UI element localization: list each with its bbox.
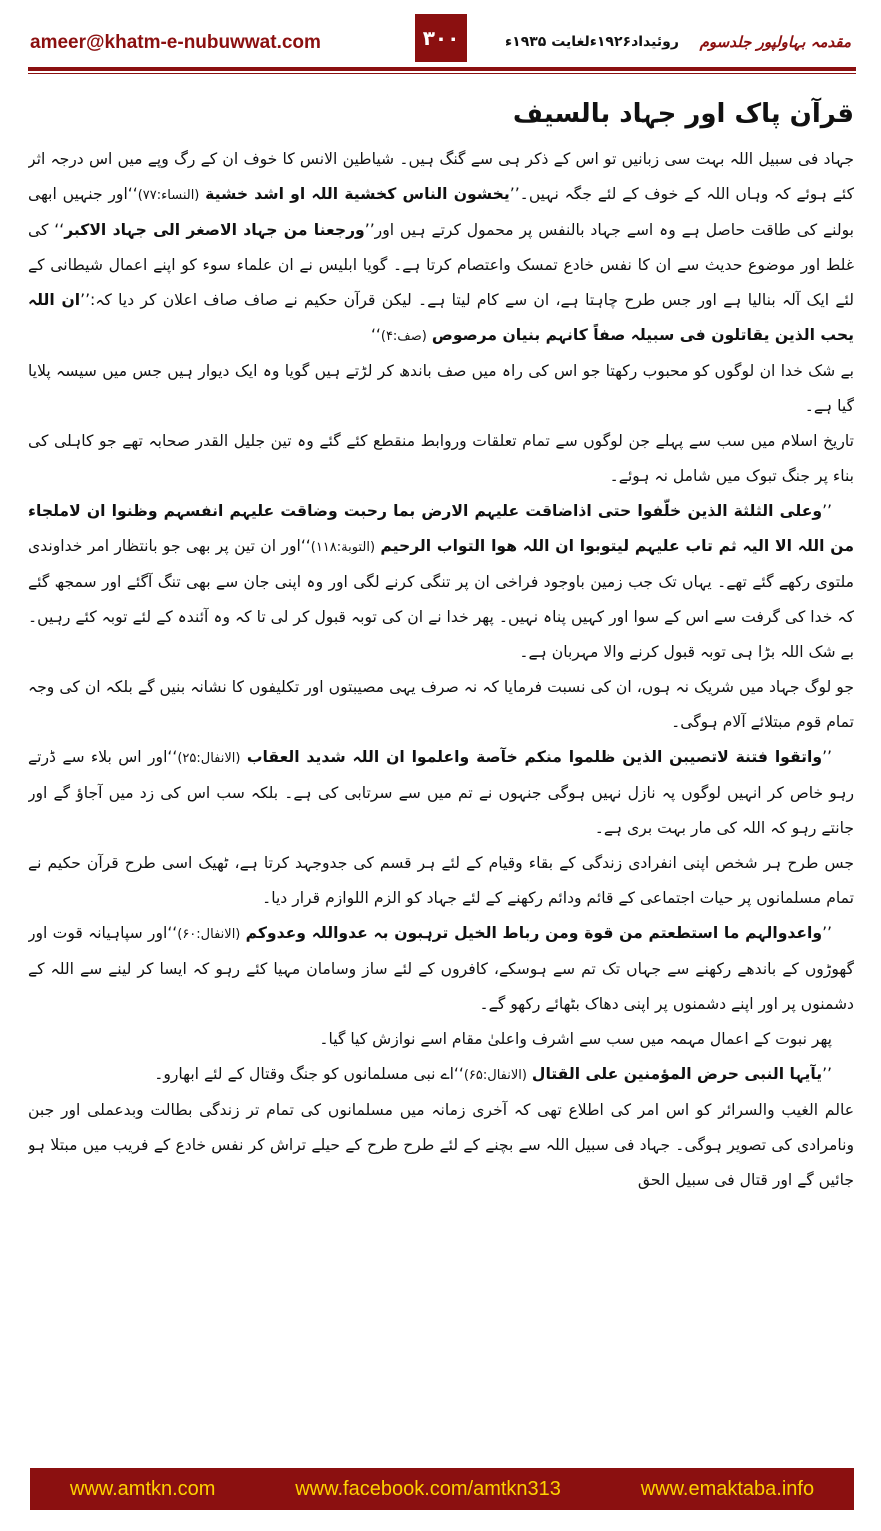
footer-link-emaktaba[interactable]: www.emaktaba.info [640,1477,815,1500]
paragraph-6-text: ‘‘اور اس بلاء سے ڈرتے رہو خاص کر انہیں لوگوں پہ نازل نہیں ہوگی جنہوں نے تم میں سے سرتابی کی ہے۔ بلکہ سب اس کی زد میں آجاؤ گے اور جانتے رہو کہ اللہ کی مار بہت بری ہے۔ [28,748,854,837]
ref-anfal-25: (الانفال:۲۵) [177,751,241,766]
paragraph-7: جس طرح ہر شخص اپنی انفرادی زندگی کے بقاء وقیام کے لئے ہر قسم کی جدوجہد کرتا ہے، ٹھیک اسی طرح قرآن حکیم نے تمام مسلمانوں پر حیات اجتماعی کے قائم ودائم رکھنے کے لئے جہاد کو الزم اللوازم قرار دیا۔ [28,854,854,907]
ref-saff: (صف:۴) [380,329,427,344]
paragraph-9: پھر نبوت کے اعمال مہمہ میں سب سے اشرف واعلیٰ مقام اسے نوازش کیا گیا۔ [319,1030,832,1048]
quran-quote-tawbah: وعلی الثلثة الذین خلّفوا حتی اذاضاقت علیہم الارض بما رحبت وضاقت علیہم انفسہم وظنوا ان لاملجاء من اللہ الا الیہ ثم تاب علیہم لیتوبوا ان اللہ ھوا التواب الرحیم [28,502,854,555]
paragraph-4 [28,494,854,670]
quran-quote-anfal-60: واعدوالہم ما استطعتم من قوة ومن رباط الخیل ترہبون بہ عدواللہ وعدوکم [245,924,823,942]
paragraph-1 [28,142,854,354]
paragraph-8 [28,916,854,1022]
page-header [0,0,881,72]
paragraph-3: تاریخ اسلام میں سب سے پہلے جن لوگوں سے تمام تعلقات وروابط منقطع کئے گئے وہ تین جلیل القدر صحابہ تھے جو کاہلی کی بناء پر جنگ تبوک میں شامل نہ ہوئے۔ [28,432,854,485]
paragraph-1-text-b: ‘‘اور جنہیں ابھی بولنے کی طاقت حاصل ہے وہ اسے جہاد بالنفس پر محمول کرتے ہیں اور’’ [28,185,854,239]
ref-tawbah: (التوبة:۱۱۸) [310,540,376,555]
paragraph-5: جو لوگ جہاد میں شریک نہ ہوں، ان کی نسبت فرمایا کہ نہ صرف یہی مصیبتوں اور تکلیفوں کا نشانہ بنیں گے بلکہ ان کی وجہ تمام قوم مبتلائے آلام ہوگی۔ [28,678,854,731]
header-email[interactable]: ameer@khatm-e-nubuwwat.com [30,32,321,53]
paragraph-1-text-d: ‘‘ [370,326,381,344]
paragraph-8-quote-mark: ’’ [822,924,833,942]
ref-anfal-60: (الانفال:۶۰) [177,927,241,942]
page-number-box [415,14,467,62]
quran-quote-saff: ان اللہ یحب الذین یقاتلون فی سبیلہ صفاً کانہم بنیان مرصوص [28,291,854,344]
quran-quote-anfal-65: یآیہا النبی حرض المؤمنین علی القتال [531,1065,823,1083]
paragraph-1-text-c: ‘‘ کی غلط اور موضوع حدیث سے ان کا نفس خادع تمسک واعتصام کرتا ہے۔ گویا ابلیس نے ان علماء سوء کو اپنے اعمال شیطانی کے لئے ایک آلہ بنالیا ہے اور جس طرح چاہتا ہے، ان سے کام لیتا ہے۔ لیکن قرآن حکیم نے صاف صاف اعلان کر دیا کہ:’’ [28,221,854,309]
quran-quote-nisa: یخشون الناس کخشیة اللہ او اشد خشیة [205,185,510,203]
ref-nisa: (النساء:۷۷) [137,188,200,203]
footer-link-facebook[interactable]: www.facebook.com/amtkn313 [295,1477,561,1500]
header-rule-thin [28,73,856,74]
section-heading: قرآن پاک اور جہاد بالسیف [512,99,854,129]
paragraph-4-quote-mark: ’’ [822,502,832,520]
hadith-quote: ورجعنا من جہاد الاصغر الی جہاد الاکبر [64,221,365,239]
quran-quote-anfal-25: واتقوا فتنة لاتصیبن الذین ظلموا منکم خآصة واعلموا ان اللہ شدید العقاب [246,748,823,766]
header-rule [28,67,856,71]
page-number: ۳۰۰ [422,26,460,50]
paragraph-11: عالم الغیب والسرائر کو اس امر کی اطلاع تھی کہ آخری زمانہ میں مسلمانوں کی تمام تر زندگی بطالت وبدعملی اور جبن ونامرادی کی تصویر ہوگی۔ جہاد فی سبیل اللہ سے بچنے کے لئے طرح طرح کے حیلے تراش کر نفس خادع کے فریب میں مبتلا ہو جائیں گے اور قتال فی سبیل الحق [28,1101,854,1189]
header-book-title: مقدمہ بہاولپور جلدسوم [699,33,851,51]
paragraph-8-text: ‘‘اور سپاہیانہ قوت اور گھوڑوں کے باندھے رکھنے سے جہاں تک تم سے ہوسکے، کافروں کے لئے ساز وسامان مہیا کئے رہو کہ ایسا کر لینے سے اللہ کے دشمنوں پر اور اپنے دشمنوں پر اپنی دھاک بٹھائے رکھو گے۔ [28,924,854,1013]
paragraph-2: بے شک خدا ان لوگوں کو محبوب رکھتا جو اس کی راہ میں صف باندھ کر لڑتے ہیں گویا وہ ایک دیوار ہیں جس میں سیسہ پلایا گیا ہے۔ [28,362,854,415]
paragraph-6 [28,740,854,846]
footer-link-amtkn[interactable]: www.amtkn.com [69,1477,216,1500]
paragraph-6-quote-mark: ’’ [822,748,832,766]
paragraph-10 [28,1057,854,1093]
header-date-range: روئیداد۱۹۲۶ءلغایت ۱۹۳۵ء [505,34,679,50]
paragraph-10-text: ‘‘اے نبی مسلمانوں کو جنگ وقتال کے لئے ابھارو۔ [154,1065,464,1083]
paragraph-4-text: ‘‘اور ان تین پر بھی جو بانتظار امر خداوندی ملتوی رکھے گئے تھے۔ یہاں تک جب زمین باوجود فراخی ان پر تنگی کرنے لگی اور وہ اپنی جان سے بھی تنگ آگئے اور سمجھ گئے کہ خدا کی گرفت سے اس کے سوا اور کہیں پناہ نہیں۔ پھر خدا نے ان کی توبہ قبول کر لی تا کہ وہ آئندہ کے لئے توبہ کئے رہیں۔ بے شک اللہ بڑا ہی توبہ قبول کرنے والا مہربان ہے۔ [28,537,854,661]
paragraph-10-quote-mark: ’’ [822,1065,832,1083]
paragraph-1-text-a: جہاد فی سبیل اللہ بہت سی زبانیں تو اس کے ذکر ہی سے گنگ ہیں۔ شیاطین الانس کا خوف ان کے رگ وپے میں اس درجہ اثر کئے ہوئے کہ وہاں اللہ کے خوف کے لئے جگہ نہیں۔’’ [28,150,854,203]
page-footer [30,1468,854,1510]
page-body [28,92,854,1452]
ref-anfal-65: (الانفال:۶۵) [463,1068,527,1083]
